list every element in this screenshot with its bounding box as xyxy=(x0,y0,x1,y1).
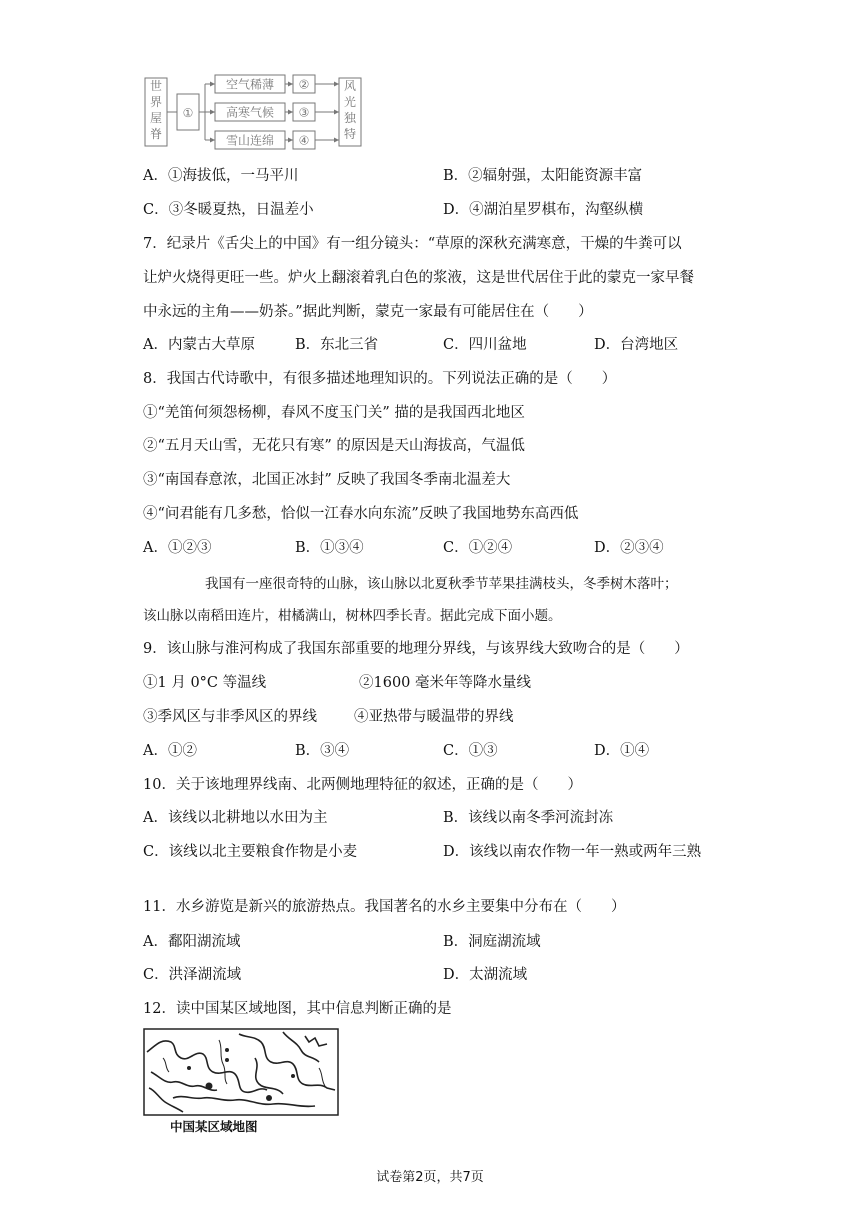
q9-item-4: ④亚热带与暖温带的界线 xyxy=(354,709,514,725)
q7-option-d: D．台湾地区 xyxy=(594,337,679,353)
q9-option-a: A．①② xyxy=(143,743,197,759)
diagram-right-char: 光 xyxy=(343,95,357,109)
q10-option-b: B．该线以南冬季河流封冻 xyxy=(443,810,614,826)
q6-option-a: A．①海拔低，一马平川 xyxy=(143,168,299,184)
q11-option-a: A．鄱阳湖流域 xyxy=(143,934,241,950)
q6-option-d: D．④湖泊星罗棋布，沟壑纵横 xyxy=(443,202,644,218)
diagram-right-char: 独 xyxy=(343,111,357,125)
q10-stem: 10．关于该地理界线南、北两侧地理特征的叙述，正确的是（ ） xyxy=(143,777,582,793)
diagram-left-char: 界 xyxy=(149,95,163,109)
q7-stem-line-1: 7．纪录片《舌尖上的中国》有一组分镜头：“草原的深秋充满寒意，干燥的牛粪可以 xyxy=(143,236,682,252)
diagram-result-2: ② xyxy=(298,77,310,92)
diagram-left-label xyxy=(150,78,162,141)
q8-item-1: ①“羌笛何须怨杨柳，春风不度玉门关” 描的是我国西北地区 xyxy=(143,405,525,421)
diagram-right-label xyxy=(344,79,357,141)
q7-option-a: A．内蒙古大草原 xyxy=(143,337,255,353)
passage-line-1: 我国有一座很奇特的山脉，该山脉以北夏秋季节苹果挂满枝头，冬季树木落叶； xyxy=(205,576,678,592)
q9-option-d: D．①④ xyxy=(594,743,650,759)
q10-option-d: D．该线以南农作物一年一熟或两年三熟 xyxy=(443,844,702,860)
q8-option-d: D．②③④ xyxy=(594,540,664,556)
diagram-center: ① xyxy=(182,106,194,120)
q12-stem: 12．读中国某区域地图，其中信息判断正确的是 xyxy=(143,1001,452,1017)
q7-option-b: B．东北三省 xyxy=(295,337,379,353)
q9-option-c: C．①③ xyxy=(443,743,498,759)
q9-item-2: ②1600 毫米年等降水量线 xyxy=(359,675,532,691)
q8-item-4: ④“问君能有几多愁，恰似一江春水向东流”反映了我国地势东高西低 xyxy=(143,506,579,522)
diagram-left-char: 屋 xyxy=(149,111,163,125)
diagram-right-char: 特 xyxy=(343,127,357,141)
q8-stem: 8．我国古代诗歌中，有很多描述地理知识的。下列说法正确的是（ ） xyxy=(143,371,617,387)
page-footer: 试卷第2页，共7页 xyxy=(376,1170,484,1185)
q7-stem-line-2: 让炉火烧得更旺一些。炉火上翻滚着乳白色的浆液，这是世代居住于此的蒙克一家早餐 xyxy=(143,270,694,286)
q7-stem-line-3: 中永远的主角——奶茶。”据此判断，蒙克一家最有可能居住在（ ） xyxy=(143,304,593,320)
diagram-result-4: ④ xyxy=(298,133,310,148)
q11-option-d: D．太湖流域 xyxy=(443,967,528,983)
diagram-left-char: 脊 xyxy=(149,127,163,141)
q11-option-c: C．洪泽湖流域 xyxy=(143,967,242,983)
q6-option-b: B．②辐射强，太阳能资源丰富 xyxy=(443,168,643,184)
q11-stem: 11．水乡游览是新兴的旅游热点。我国著名的水乡主要集中分布在（ ） xyxy=(143,899,626,915)
q9-stem: 9．该山脉与淮河构成了我国东部重要的地理分界线，与该界线大致吻合的是（ ） xyxy=(143,641,689,657)
q8-option-c: C．①②④ xyxy=(443,540,513,556)
q6-option-c: C．③冬暖夏热，日温差小 xyxy=(143,202,314,218)
diagram-right-char: 风 xyxy=(343,79,357,93)
q9-item-1: ①1 月 0°C 等温线 xyxy=(143,675,267,691)
diagram-box-1: 空气稀薄 xyxy=(225,77,275,92)
q9-item-3: ③季风区与非季风区的界线 xyxy=(143,709,317,725)
q11-option-b: B．洞庭湖流域 xyxy=(443,934,541,950)
q8-item-2: ②“五月天山雪，无花只有寒” 的原因是天山海拔高，气温低 xyxy=(143,438,525,454)
plateau-concept-diagram xyxy=(143,72,365,152)
q8-option-b: B．①③④ xyxy=(295,540,364,556)
map-caption: 中国某区域地图 xyxy=(170,1119,258,1134)
q10-option-c: C．该线以北主要粮食作物是小麦 xyxy=(143,844,358,860)
diagram-left-char: 世 xyxy=(149,79,163,93)
q7-option-c: C．四川盆地 xyxy=(443,337,527,353)
q9-option-b: B．③④ xyxy=(295,743,350,759)
diagram-result-3: ③ xyxy=(298,105,310,120)
q8-item-3: ③“南国春意浓，北国正冰封” 反映了我国冬季南北温差大 xyxy=(143,472,511,488)
diagram-box-2: 高寒气候 xyxy=(225,105,275,120)
region-map-image xyxy=(143,1028,339,1124)
q10-option-a: A．该线以北耕地以水田为主 xyxy=(143,810,328,826)
passage-line-2: 该山脉以南稻田连片，柑橘满山，树林四季长青。据此完成下面小题。 xyxy=(143,608,562,624)
diagram-box-3: 雪山连绵 xyxy=(225,133,275,148)
q8-option-a: A．①②③ xyxy=(143,540,212,556)
